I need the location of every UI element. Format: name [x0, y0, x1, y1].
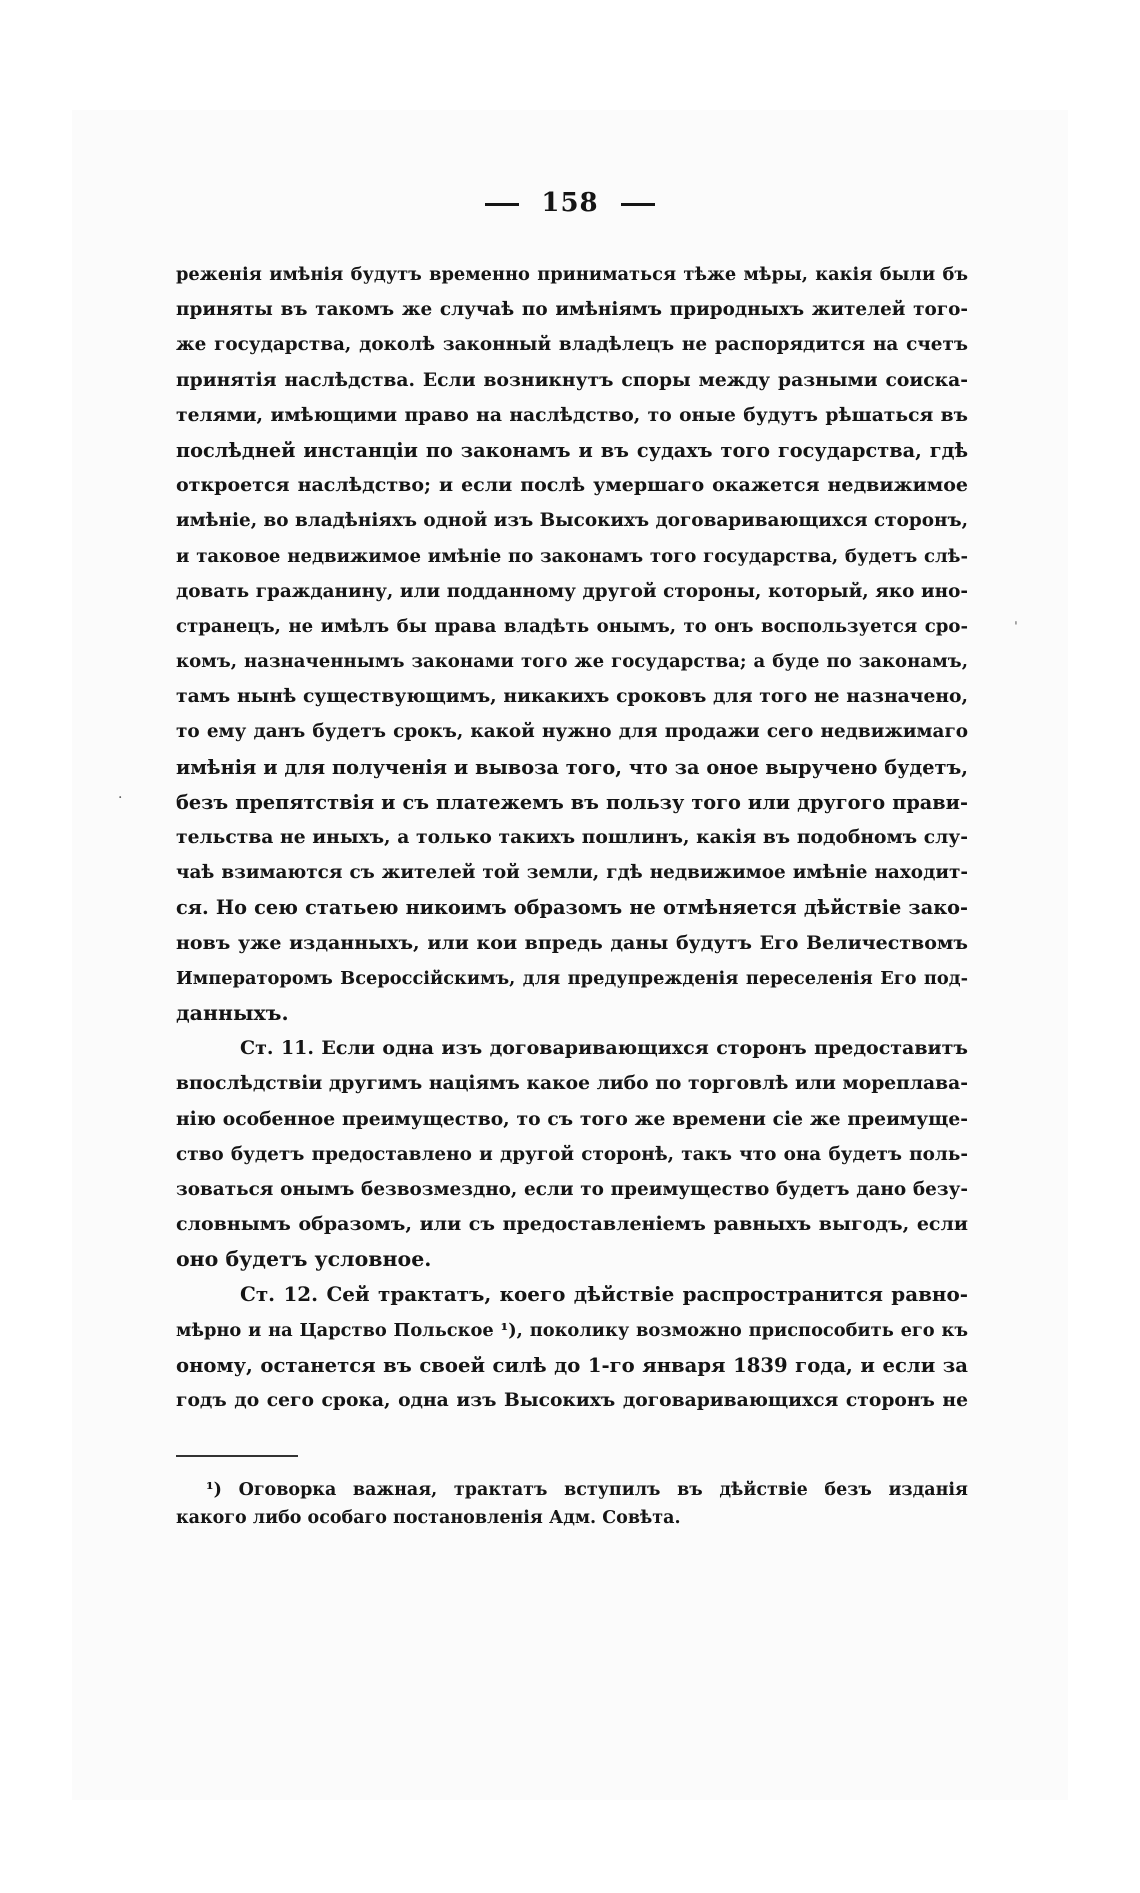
- text-line: то ему данъ будетъ срокъ, какой нужно для продажи сего недвижимаго: [176, 721, 968, 743]
- scan-speck: ˈ: [1014, 620, 1018, 636]
- text-line: реженія имѣнія будутъ временно приниматься тѣже мѣры, какія были бъ: [176, 264, 968, 285]
- text-line: безъ препятствія и съ платежемъ въ пользу того или другого прави-: [176, 790, 968, 814]
- text-line: нію особенное преимущество, то съ того же времени сіе же преимуще-: [176, 1107, 968, 1130]
- left-dash: [485, 203, 519, 206]
- text-line: ся. Но сею статьею никоимъ образомъ не отмѣняется дѣйствіе зако-: [176, 896, 968, 920]
- article-11-heading-line: Ст. 11. Если одна изъ договаривающихся сторонъ предоставитъ: [240, 1037, 968, 1060]
- text-line: оно будетъ условное.: [176, 1247, 432, 1272]
- text-line: приняты въ такомъ же случаѣ по имѣніямъ природныхъ жителей того-: [176, 299, 968, 321]
- footnote-line: какого либо особаго постановленія Адм. Совѣта.: [176, 1508, 681, 1528]
- text-line: данныхъ.: [176, 1000, 289, 1025]
- article-12-heading-line: Ст. 12. Сей трактатъ, коего дѣйствіе распространится равно-: [240, 1282, 968, 1307]
- text-line: тамъ нынѣ существующимъ, никакихъ сроковъ для того не назначено,: [176, 685, 968, 708]
- scan-speck: ·: [118, 790, 123, 806]
- text-line: впослѣдствіи другимъ націямъ какое либо по торговлѣ или мореплава-: [176, 1072, 968, 1095]
- text-line: новъ уже изданныхъ, или кои впредь даны будутъ Его Величествомъ: [176, 931, 968, 954]
- text-line: тельства не иныхъ, а только такихъ пошлинъ, какія въ подобномъ слу-: [176, 826, 968, 848]
- text-line: комъ, назначеннымъ законами того же государства; а буде по законамъ,: [176, 651, 968, 673]
- text-line: чаѣ взимаются съ жителей той земли, гдѣ недвижимое имѣніе находит-: [176, 862, 968, 884]
- text-line: мѣрно и на Царство Польское ¹), поколику возможно приспособить его къ: [176, 1319, 968, 1341]
- footnote-line: ¹) Оговорка важная, трактатъ вступилъ въ дѣйствіе безъ изданія: [206, 1480, 968, 1500]
- right-dash: [621, 203, 655, 206]
- text-line: послѣдней инстанціи по законамъ и въ судахъ того государства, гдѣ: [176, 438, 968, 462]
- text-line: имѣніе, во владѣніяхъ одной изъ Высокихъ договаривающихся сторонъ,: [176, 510, 968, 532]
- text-line: ство будетъ предоставлено и другой сторонѣ, такъ что она будетъ поль-: [176, 1143, 968, 1165]
- text-line: довать гражданину, или подданному другой стороны, который, яко ино-: [176, 580, 968, 602]
- text-line: откроется наслѣдство; и если послѣ умершаго окажется недвижимое: [176, 474, 968, 497]
- text-line: и таковое недвижимое имѣніе по законамъ того государства, будетъ слѣ-: [176, 545, 968, 567]
- text-line: словнымъ образомъ, или съ предоставленіемъ равныхъ выгодъ, если: [176, 1213, 968, 1236]
- text-line: годъ до сего срока, одна изъ Высокихъ договаривающихся сторонъ не: [176, 1389, 968, 1411]
- text-line: имѣнія и для полученія и вывоза того, что за оное выручено будетъ,: [176, 755, 968, 779]
- text-line: оному, останется въ своей силѣ до 1-го января 1839 года, и если за: [176, 1353, 968, 1377]
- footnote: [176, 1476, 968, 1532]
- text-line: принятія наслѣдства. Если возникнутъ споры между разными соиска-: [176, 368, 968, 391]
- footnote-separator: [176, 1455, 298, 1457]
- text-line: телями, имѣющими право на наслѣдство, то оные будутъ рѣшаться въ: [176, 403, 968, 426]
- page-number: 158: [541, 188, 599, 218]
- main-text: [176, 257, 968, 1418]
- text-line: Императоромъ Всероссійскимъ, для предупрежденія переселенія Его под-: [176, 967, 968, 989]
- text-line: странецъ, не имѣлъ бы права владѣть онымъ, то онъ воспользуется сро-: [176, 615, 968, 637]
- page-number-header: [0, 188, 1140, 218]
- text-line: зоваться онымъ безвозмездно, если то преимущество будетъ дано безу-: [176, 1178, 968, 1200]
- text-line: же государства, доколѣ законный владѣлецъ не распорядится на счетъ: [176, 334, 968, 356]
